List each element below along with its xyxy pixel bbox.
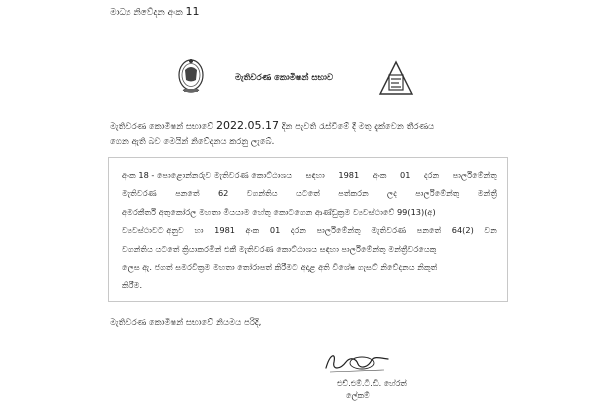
org-name: මැතිවරණ කොමිෂන් සභාව (235, 73, 334, 83)
signer-title: ලේකම් (346, 391, 370, 400)
decision-text-segment: ලෙස ඇ. ජගත් සමරවික්‍රම මහතා තෝරාපත් කිරීමට අදාළ අති විශේෂ ගැසට් නිවේදනය නිකුත් (122, 262, 438, 273)
decision-text-line (122, 184, 497, 202)
decision-text-line (122, 221, 497, 239)
decision-text-segment: ව්‍යවස්ථාවට අනුව (122, 225, 184, 236)
decision-text-line (122, 240, 497, 258)
decision-text-segment: 1981 (338, 170, 360, 180)
decision-text-line (122, 276, 497, 294)
release-number: 11 (185, 5, 200, 18)
national-emblem-icon (176, 56, 206, 96)
meeting-date: 2022.05.17 (216, 119, 280, 132)
signature-mark (322, 348, 392, 374)
decision-text-segment: වගන්තිය යටතේ ක්‍රියාකරමින් එකී මැතිවරණ කොට්ඨාශය සඳහා පාර්ලිමේන්තු මන්ත්‍රීවරයෙකු (122, 243, 437, 254)
decision-text-line (122, 166, 497, 184)
decision-text (122, 166, 497, 295)
decision-text-segment: අමරකීර්ති අතුකෝරල මහතා මියයාම හේතු කොටගෙන ආණ්ඩුක්‍රම ව්‍යවස්ථාවේ 99(13)(අ) (122, 206, 436, 217)
decision-text-segment: පාර්ලිමේන්තු (415, 188, 460, 199)
decision-text-segment: පාර්ලිමේන්තු (316, 225, 361, 236)
decision-text-segment: 62 (217, 188, 229, 199)
decision-text-line (122, 258, 497, 276)
decision-text-segment: යටතේ (295, 188, 320, 199)
decision-text-segment: වගන්තිය (246, 188, 278, 199)
release-number-line (110, 5, 200, 18)
decision-text-segment: හා (194, 225, 204, 236)
decision-text-segment: සඳහා (305, 170, 325, 180)
closing-line: මැතිවරණ කොමිෂන් සභාවේ නියමය පරිදි, (110, 318, 262, 328)
decision-text-segment: පාර්ලිමේන්තු (452, 170, 497, 180)
decision-text-segment: අංක (372, 170, 387, 180)
intro-text-3: ගෙන ඇති බව මෙයින් නිවේදනය කරනු ලැබේ. (110, 137, 275, 147)
decision-text-segment: මන්ත්‍රී (477, 188, 497, 199)
decision-text-segment: අංක 18 - පොළොන්නරුව මැතිවරණ කොට්ඨාශය (122, 170, 293, 180)
signer-name: එච්.එම්.ටී.ඩී. හේරත් (337, 379, 407, 388)
decision-text-segment: පත්කරන (338, 188, 369, 199)
election-commission-logo-icon (378, 60, 414, 98)
decision-text-segment: 64(2) (451, 225, 474, 236)
decision-text-segment: දරන (423, 170, 440, 180)
decision-text-segment: අංක (245, 225, 260, 236)
decision-text-segment: ලද (387, 188, 397, 199)
decision-text-line (122, 203, 497, 221)
intro-text-2: දින පැවති රැස්වීමේ දී මතු දැක්වෙන තීරණය (281, 122, 435, 132)
decision-text-segment: වන (484, 225, 497, 236)
decision-text-segment: මැතිවරණ (122, 188, 157, 199)
decision-text-segment: කිරීම. (122, 280, 143, 291)
release-label: මාධ්‍ය නිවේදන අංක (110, 8, 183, 18)
decision-text-segment: 1981 (214, 225, 235, 236)
decision-text-segment: දරන (290, 225, 307, 236)
decision-text-segment: මැතිවරණ (371, 225, 407, 236)
intro-paragraph (110, 118, 505, 150)
decision-text-segment: 01 (269, 225, 281, 236)
decision-text-segment: පනතේ (175, 188, 200, 199)
decision-text-segment: 01 (400, 170, 411, 180)
decision-text-segment: පනතේ (416, 225, 442, 236)
intro-text-1: මැතිවරණ කොමිෂන් සභාවේ (110, 122, 214, 132)
